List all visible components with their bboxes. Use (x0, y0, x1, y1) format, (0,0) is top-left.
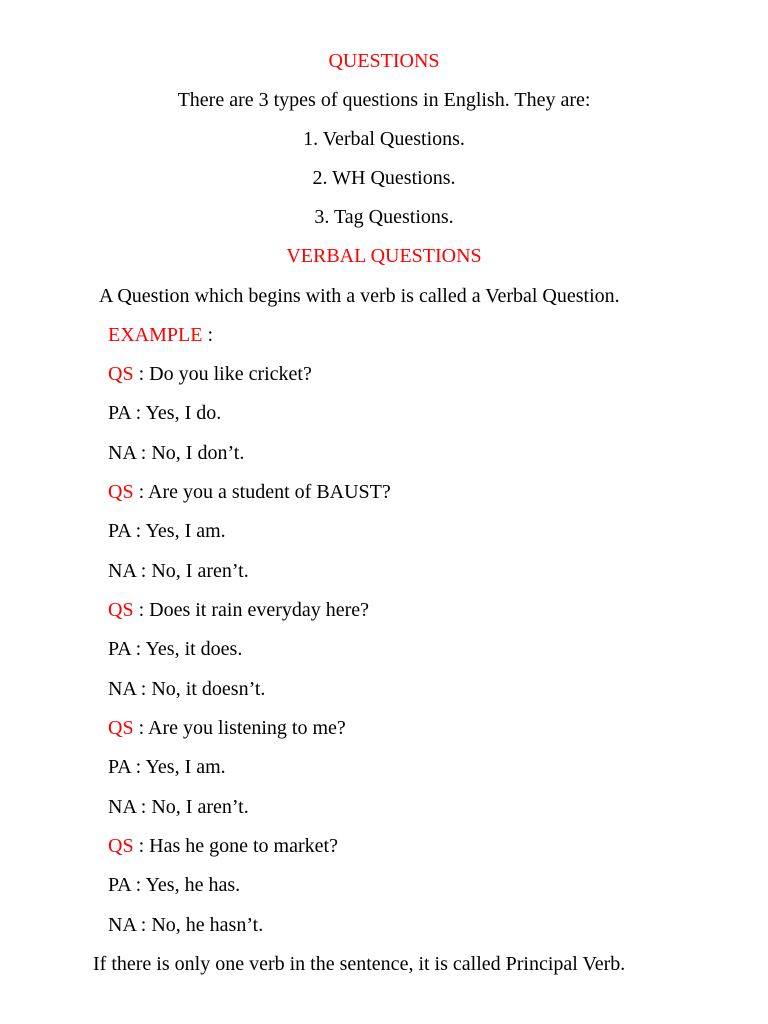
na-label: NA (108, 796, 136, 818)
positive-answer-text: Yes, I am. (145, 520, 226, 542)
footer-note: If there is only one verb in the sentence, it is called Principal Verb. (93, 953, 626, 975)
label-separator: : (133, 717, 149, 739)
positive-answer-text: Yes, he has. (145, 874, 241, 896)
label-separator: : (133, 363, 150, 385)
na-label: NA (108, 442, 136, 464)
label-separator: : (130, 756, 146, 778)
negative-answer-line (108, 559, 249, 583)
label-separator: : (130, 874, 146, 896)
positive-answer-line (108, 401, 221, 425)
pa-label: PA (108, 874, 131, 896)
label-separator: : (130, 402, 146, 424)
page-title: QUESTIONS (328, 50, 440, 72)
positive-answer-text: Yes, it does. (145, 638, 243, 660)
negative-answer-text: No, I don’t. (151, 442, 245, 464)
positive-answer-line (108, 519, 226, 543)
na-label: NA (108, 678, 136, 700)
question-line (108, 834, 338, 858)
na-label: NA (108, 914, 136, 936)
question-text: Has he gone to market? (149, 835, 338, 857)
question-text: Do you like cricket? (149, 363, 312, 385)
question-text: Are you a student of BAUST? (148, 481, 391, 503)
question-text: Does it rain everyday here? (149, 599, 370, 621)
positive-answer-text: Yes, I do. (145, 402, 222, 424)
qs-label: QS (108, 481, 134, 503)
negative-answer-text: No, I aren’t. (151, 796, 249, 818)
positive-answer-text: Yes, I am. (145, 756, 226, 778)
positive-answer-line (108, 873, 240, 897)
negative-answer-line (108, 913, 263, 937)
negative-answer-line (108, 795, 249, 819)
positive-answer-line (108, 755, 226, 779)
label-separator: : (133, 835, 150, 857)
intro-text: There are 3 types of questions in English. They are: (177, 89, 591, 111)
qs-label: QS (108, 363, 134, 385)
pa-label: PA (108, 638, 131, 660)
negative-answer-text: No, I aren’t. (151, 560, 249, 582)
positive-answer-line (108, 637, 242, 661)
question-text: Are you listening to me? (148, 717, 346, 739)
negative-answer-text: No, it doesn’t. (151, 678, 266, 700)
negative-answer-line (108, 441, 244, 465)
question-line (108, 480, 391, 504)
question-type-item: 2. WH Questions. (312, 167, 456, 189)
label-separator: : (135, 796, 152, 818)
label-separator: : (135, 678, 152, 700)
label-separator: : (133, 599, 150, 621)
example-label: EXAMPLE (108, 324, 203, 346)
label-separator: : (130, 520, 146, 542)
example-heading (108, 323, 213, 347)
question-type-item: 1. Verbal Questions. (303, 128, 465, 150)
qs-label: QS (108, 599, 134, 621)
negative-answer-line (108, 677, 265, 701)
question-line (108, 716, 346, 740)
definition-text: A Question which begins with a verb is called a Verbal Question. (99, 285, 620, 307)
label-separator: : (130, 638, 146, 660)
pa-label: PA (108, 520, 131, 542)
label-separator: : (133, 481, 149, 503)
example-colon: : (202, 324, 214, 346)
question-type-item: 3. Tag Questions. (314, 206, 454, 228)
section-heading: VERBAL QUESTIONS (286, 245, 482, 267)
label-separator: : (135, 442, 152, 464)
negative-answer-text: No, he hasn’t. (151, 914, 264, 936)
label-separator: : (135, 560, 152, 582)
qs-label: QS (108, 835, 134, 857)
question-line (108, 598, 369, 622)
question-line (108, 362, 312, 386)
label-separator: : (135, 914, 152, 936)
qs-label: QS (108, 717, 134, 739)
pa-label: PA (108, 756, 131, 778)
na-label: NA (108, 560, 136, 582)
pa-label: PA (108, 402, 131, 424)
